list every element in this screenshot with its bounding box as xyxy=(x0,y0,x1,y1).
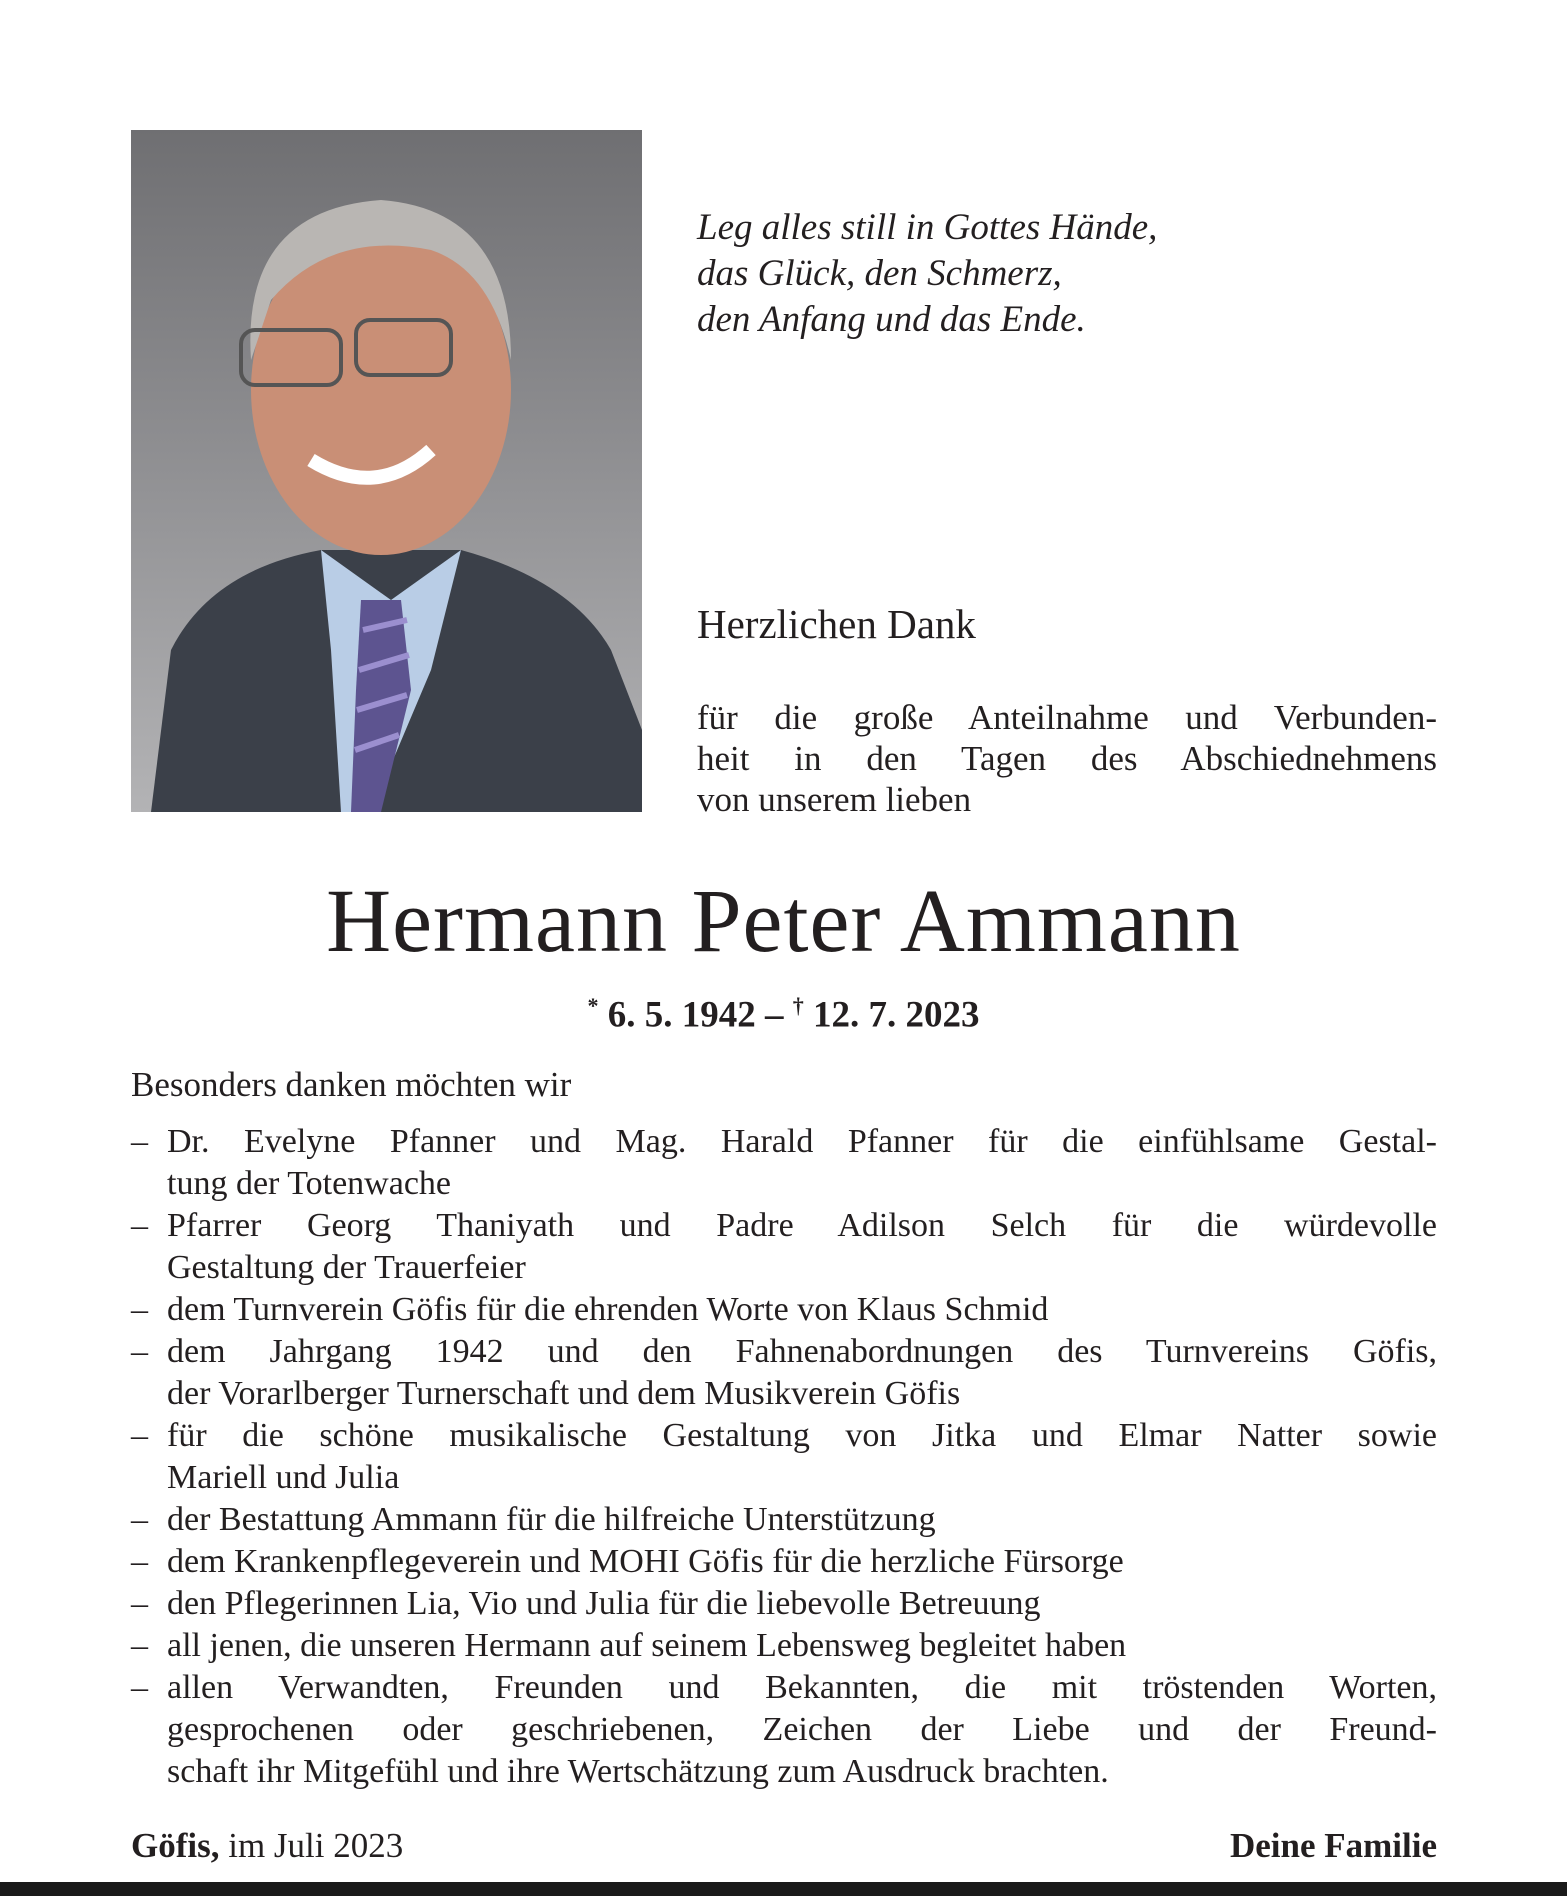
poem-line: das Glück, den Schmerz, xyxy=(697,253,1062,294)
deceased-name: Hermann Peter Ammann xyxy=(326,872,1241,971)
thanks-line: für die große Anteilnahme und Verbunden- xyxy=(697,698,1437,737)
dash-bullet: – xyxy=(131,1207,148,1244)
list-item-line: gesprochenen oder geschriebenen, Zeichen der Liebe und der Freund- xyxy=(167,1711,1437,1748)
bottom-border xyxy=(0,1882,1567,1896)
list-item xyxy=(131,1625,1437,1667)
dash-bullet: – xyxy=(131,1585,148,1622)
thanks-text xyxy=(697,697,1437,820)
signature: Deine Familie xyxy=(1229,1826,1437,1865)
list-item-line: den Pflegerinnen Lia, Vio und Julia für die liebevolle Betreuung xyxy=(167,1585,1041,1622)
list-item-line: tung der Totenwache xyxy=(167,1165,452,1202)
list-item xyxy=(131,1289,1437,1331)
list-item-line: schaft ihr Mitgefühl und ihre Wertschätzung zum Ausdruck brachten. xyxy=(167,1753,1109,1790)
dash-bullet: – xyxy=(131,1333,148,1370)
thanks-intro: Besonders danken möchten wir xyxy=(131,1065,572,1104)
list-item-line: der Bestattung Ammann für die hilfreiche Unterstützung xyxy=(167,1501,936,1538)
death-symbol: † xyxy=(792,993,804,1018)
list-item-line: dem Turnverein Göfis für die ehrenden Worte von Klaus Schmid xyxy=(167,1291,1049,1328)
thanks-list xyxy=(131,1121,1437,1793)
birth-date: 6. 5. 1942 xyxy=(607,994,756,1036)
poem-line: den Anfang und das Ende. xyxy=(697,299,1086,340)
date: im Juli 2023 xyxy=(219,1826,404,1865)
date-separator: – xyxy=(755,994,793,1036)
poem-line: Leg alles still in Gottes Hände, xyxy=(697,207,1158,248)
list-item-line: der Vorarlberger Turnerschaft und dem Musikverein Göfis xyxy=(167,1375,961,1412)
thanks-heading: Herzlichen Dank xyxy=(697,601,976,647)
list-item xyxy=(131,1205,1437,1289)
list-item xyxy=(131,1331,1437,1415)
poem xyxy=(697,205,1157,343)
thanks-line: von unserem lieben xyxy=(697,780,972,819)
list-item-line: dem Krankenpflegeverein und MOHI Göfis für die herzliche Fürsorge xyxy=(167,1543,1124,1580)
dash-bullet: – xyxy=(131,1543,148,1580)
thanks-line: heit in den Tagen des Abschiednehmens xyxy=(697,739,1437,778)
dash-bullet: – xyxy=(131,1123,148,1160)
list-item xyxy=(131,1541,1437,1583)
dash-bullet: – xyxy=(131,1501,148,1538)
list-item-line: Gestaltung der Trauerfeier xyxy=(167,1249,526,1286)
life-dates xyxy=(0,993,1567,1036)
death-date: 12. 7. 2023 xyxy=(813,994,980,1036)
place-date xyxy=(131,1826,403,1866)
list-item-line: all jenen, die unseren Hermann auf seinem Lebensweg begleitet haben xyxy=(167,1627,1127,1664)
dash-bullet: – xyxy=(131,1669,148,1706)
dash-bullet: – xyxy=(131,1291,148,1328)
place: Göfis, xyxy=(131,1826,220,1865)
list-item-line: allen Verwandten, Freunden und Bekannten, die mit tröstenden Worten, xyxy=(167,1669,1437,1706)
portrait-photo xyxy=(131,130,642,812)
list-item xyxy=(131,1667,1437,1793)
list-item-line: Mariell und Julia xyxy=(167,1459,400,1496)
birth-symbol: * xyxy=(587,993,599,1018)
list-item-line: Pfarrer Georg Thaniyath und Padre Adilson Selch für die würdevolle xyxy=(167,1207,1437,1244)
list-item xyxy=(131,1499,1437,1541)
dash-bullet: – xyxy=(131,1627,148,1664)
list-item xyxy=(131,1583,1437,1625)
list-item xyxy=(131,1121,1437,1205)
dash-bullet: – xyxy=(131,1417,148,1454)
list-item xyxy=(131,1415,1437,1499)
portrait-illustration xyxy=(131,130,642,812)
list-item-line: für die schöne musikalische Gestaltung von Jitka und Elmar Natter sowie xyxy=(167,1417,1437,1454)
list-item-line: dem Jahrgang 1942 und den Fahnenabordnungen des Turnvereins Göfis, xyxy=(167,1333,1437,1370)
list-item-line: Dr. Evelyne Pfanner und Mag. Harald Pfanner für die einfühlsame Gestal- xyxy=(167,1123,1437,1160)
